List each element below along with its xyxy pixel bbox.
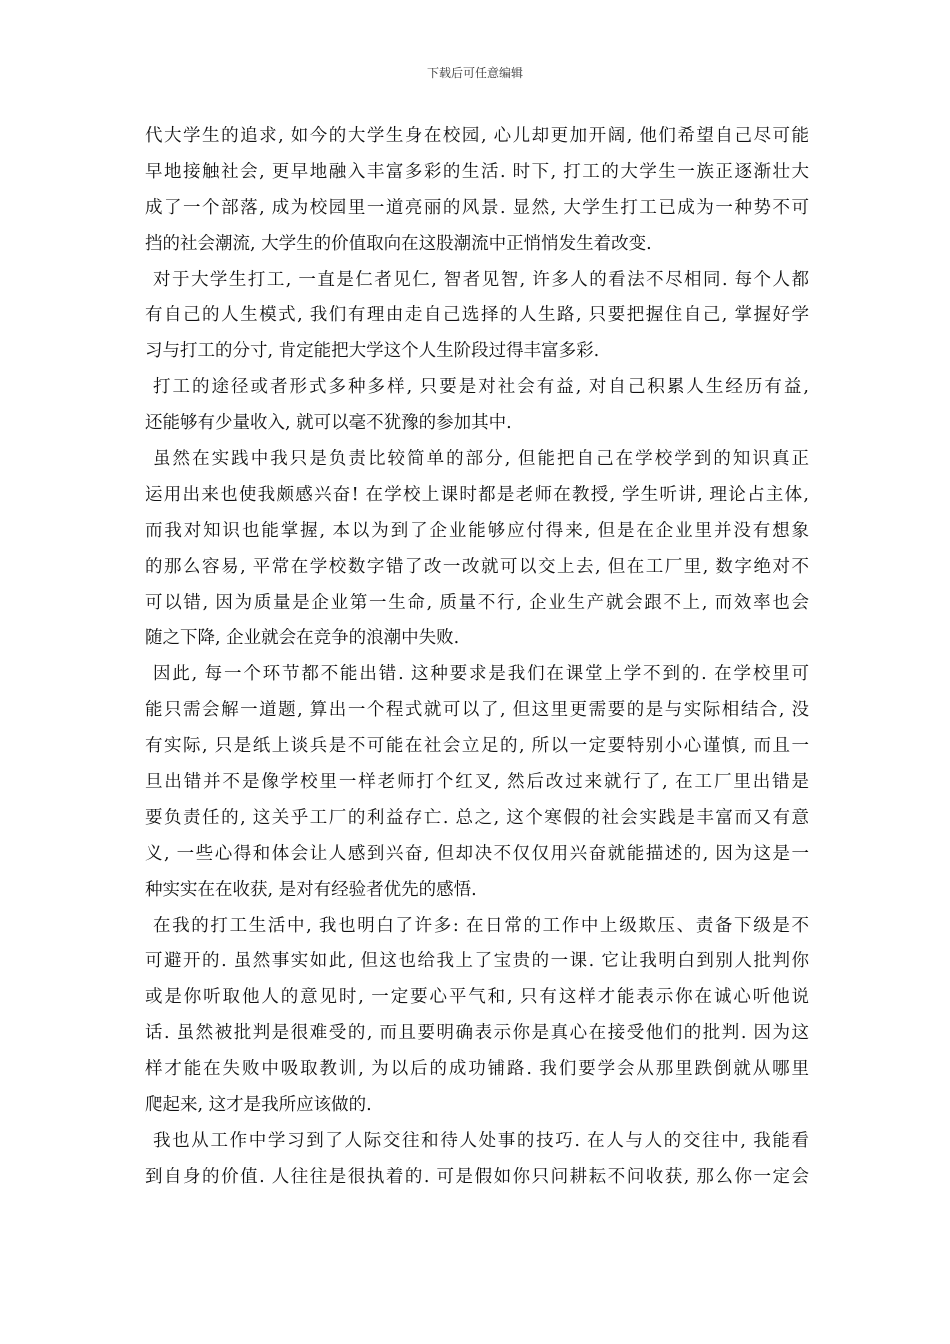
paragraph xyxy=(145,909,809,1124)
text-line: 要负责任的, 这关乎工厂的利益存亡. 总之, 这个寒假的社会实践是丰富而又有意 xyxy=(145,807,809,828)
text-line: 到自身的价值. 人往往是很执着的. 可是假如你只问耕耘不问收获, 那么你一定会 xyxy=(145,1166,809,1187)
text-line: 挡的社会潮流, 大学生的价值取向在这股潮流中正悄悄发生着改变. xyxy=(145,233,652,254)
text-line: 对于大学生打工, 一直是仁者见仁, 智者见智, 许多人的看法不尽相同. 每个人都 xyxy=(153,269,809,290)
text-line: 成了一个部落, 成为校园里一道亮丽的风景. 显然, 大学生打工已成为一种势不可 xyxy=(145,197,809,218)
paragraph xyxy=(145,657,809,908)
text-line: 可以错, 因为质量是企业第一生命, 质量不行, 企业生产就会跟不上, 而效率也会 xyxy=(145,592,809,613)
text-line: 或是你听取他人的意见时, 一定要心平气和, 只有这样才能表示你在诚心听他说 xyxy=(145,987,809,1008)
text-line: 义, 一些心得和体会让人感到兴奋, 但却决不仅仅用兴奋就能描述的, 因为这是一 xyxy=(145,843,809,864)
page-header: 下载后可任意编辑 xyxy=(426,66,523,80)
text-line: 代大学生的追求, 如今的大学生身在校园, 心儿却更加开阔, 他们希望自己尽可能 xyxy=(145,126,809,146)
text-line: 还能够有少量收入, 就可以毫不犹豫的参加其中. xyxy=(145,413,512,434)
text-line: 种实实在在收获, 是对有经验者优先的感悟. xyxy=(145,879,477,900)
text-line: 因此, 每一个环节都不能出错. 这种要求是我们在课堂上学不到的. 在学校里可 xyxy=(153,664,809,685)
text-line: 旦出错并不是像学校里一样老师打个红叉, 然后改过来就行了, 在工厂里出错是 xyxy=(145,772,809,793)
text-line: 在我的打工生活中, 我也明白了许多: 在日常的工作中上级欺压、责备下级是不 xyxy=(153,915,809,936)
paragraph xyxy=(145,1124,809,1196)
text-line: 能只需会解一道题, 算出一个程式就可以了, 但这里更需要的是与实际相结合, 没 xyxy=(145,700,809,721)
paragraph xyxy=(145,263,809,371)
text-line: 早地接触社会, 更早地融入丰富多彩的生活. 时下, 打工的大学生一族正逐渐壮大 xyxy=(145,161,809,182)
text-line: 随之下降, 企业就会在竞争的浪潮中失败. xyxy=(145,628,460,649)
text-line: 我也从工作中学习到了人际交往和待人处事的技巧. 在人与人的交往中, 我能看 xyxy=(153,1130,809,1151)
text-line: 样才能在失败中吸取教训, 为以后的成功铺路. 我们要学会从那里跌倒就从哪里 xyxy=(145,1059,809,1080)
text-line: 而我对知识也能掌握, 本以为到了企业能够应付得来, 但是在企业里并没有想象 xyxy=(145,520,809,541)
paragraph xyxy=(145,370,809,442)
text-line: 可避开的. 虽然事实如此, 但这也给我上了宝贵的一课. 它让我明白到别人批判你 xyxy=(145,951,809,972)
text-line: 习与打工的分寸, 肯定能把大学这个人生阶段过得丰富多彩. xyxy=(145,341,600,362)
text-line: 运用出来也使我颇感兴奋! 在学校上课时都是老师在教授, 学生听讲, 理论占主体, xyxy=(145,484,809,505)
text-line: 的那么容易, 平常在学校数字错了改一改就可以交上去, 但在工厂里, 数字绝对不 xyxy=(145,556,809,577)
text-line: 打工的途径或者形式多种多样, 只要是对社会有益, 对自己积累人生经历有益, xyxy=(153,377,809,398)
text-line: 虽然在实践中我只是负责比较简单的部分, 但能把自己在学校学到的知识真正 xyxy=(153,449,809,470)
text-line: 爬起来, 这才是我所应该做的. xyxy=(145,1095,372,1116)
paragraph xyxy=(145,442,809,657)
text-line: 有自己的人生模式, 我们有理由走自己选择的人生路, 只要把握住自己, 掌握好学 xyxy=(145,305,809,326)
paragraph xyxy=(145,119,809,263)
text-line: 有实际, 只是纸上谈兵是不可能在社会立足的, 所以一定要特别小心谨慎, 而且一 xyxy=(145,736,809,757)
text-line: 话. 虽然被批判是很难受的, 而且要明确表示你是真心在接受他们的批判. 因为这 xyxy=(145,1023,809,1044)
document-body xyxy=(145,119,809,1196)
